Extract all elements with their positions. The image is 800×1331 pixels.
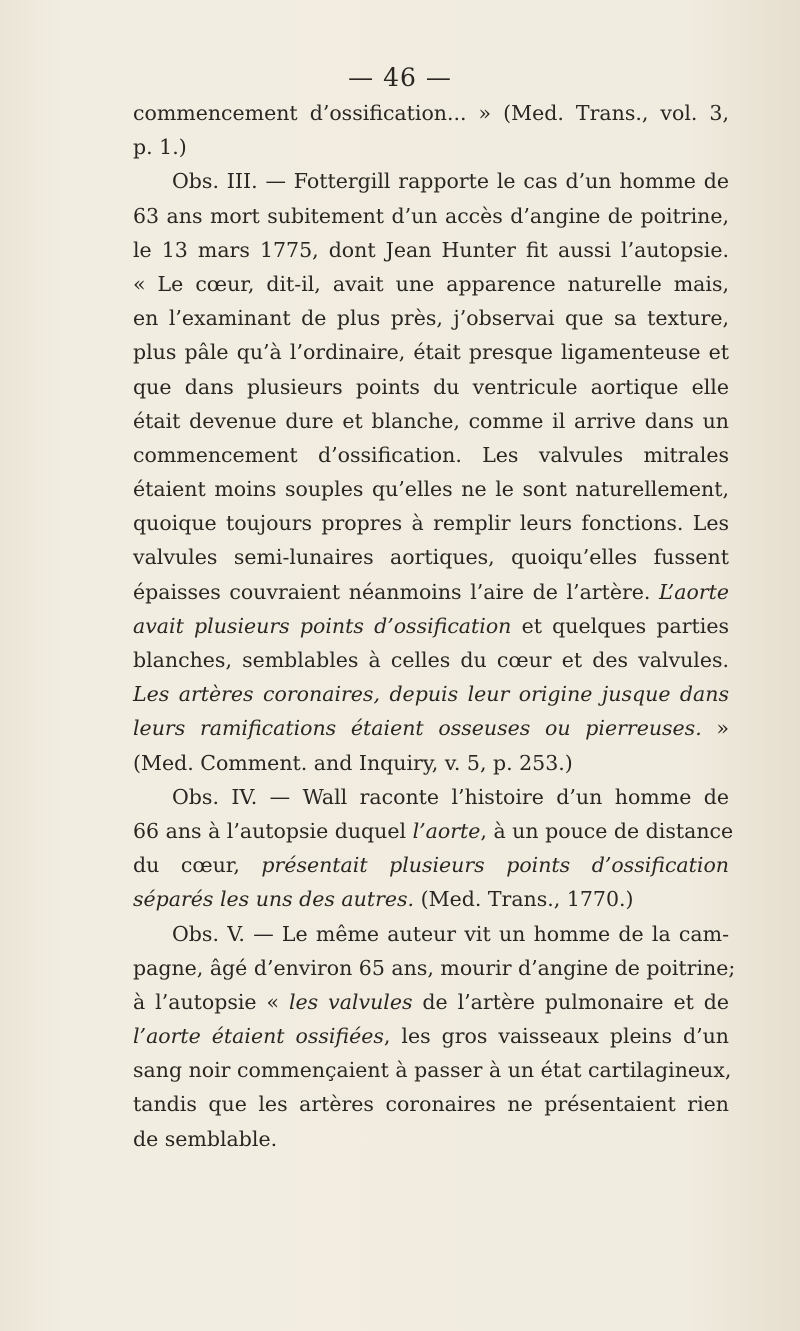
text-segment: pagne, âgé d’environ 65 ans, mourir d’angine de poitrine; [133,955,736,980]
italic-text: leurs ramifications étaient osseuses ou pierreuses. [133,716,702,741]
italic-text: avait plusieurs points d’ossification [133,613,512,638]
text-segment: blanches, semblables à celles du cœur et des valvules. [133,648,729,672]
text-segment: 63 ans mort subitement d’un accès d’angine de poitrine, [133,203,729,228]
text-segment: sang noir commençaient à passer à un état cartilagineux, [133,1058,732,1083]
text-segment: , à un pouce de distance [480,818,734,843]
text-segment: valvules semi-lunaires aortiques, quoiqu’elles fussent [133,545,729,570]
text-line [133,951,736,985]
text-line [133,96,729,130]
text-line [133,472,729,506]
text-line [133,233,729,267]
text-segment: » [701,716,729,741]
text-line [133,746,729,780]
text-segment: 66 ans à l’autopsie duquel [133,818,413,843]
text-line [133,814,734,848]
text-segment: que dans plusieurs points du ventricule aortique elle [133,374,729,399]
text-segment: quoique toujours propres à remplir leurs fonctions. Les [133,511,729,536]
page-number: — 46 — [348,63,452,92]
text-segment: Obs. III. — Fottergill rapporte le cas d’un homme de [172,169,729,194]
text-line [133,130,729,164]
italic-text: l’aorte [412,818,481,843]
text-segment: étaient moins souples qu’elles ne le sont naturellement, [133,477,729,502]
italic-text: L’aorte [659,579,729,604]
text-line [133,438,729,472]
text-line [133,711,729,745]
text-segment: le 13 mars 1775, dont Jean Hunter fit aussi l’autopsie. [133,237,729,262]
text-line [133,335,729,369]
text-segment: du cœur, [133,853,262,878]
text-segment: Obs. V. — Le même auteur vit un homme de la cam- [172,921,729,946]
italic-text: séparés les uns des autres. [133,887,415,912]
text-line [133,267,729,301]
text-segment: de semblable. [133,1126,278,1151]
text-line [133,540,729,574]
text-line [133,506,729,540]
text-segment: , les gros vaisseaux pleins d’un [383,1024,729,1049]
text-line [133,301,729,335]
text-line [133,1053,732,1087]
text-line [133,199,729,233]
text-line [133,404,729,438]
text-line [133,882,729,916]
text-segment: « Le cœur, dit-il, avait une apparence naturelle mais, [133,271,729,296]
text-segment: de l’artère pulmonaire et de [412,989,729,1014]
text-line [133,643,729,677]
text-segment: tandis que les artères coronaires ne présentaient rien [133,1092,729,1117]
text-segment: p. 1.) [133,135,187,160]
text-segment: et quelques parties [511,613,729,638]
italic-text: Les artères coronaires, depuis leur origine jusque dans [133,682,729,707]
text-line [133,985,729,1019]
italic-text: présentait plusieurs points d’ossification [261,853,729,878]
italic-text: l’aorte étaient ossifiées [133,1024,384,1049]
text-line [133,370,729,404]
text-segment: en l’examinant de plus près, j’observai que sa texture, [133,306,729,331]
text-segment: commencement d’ossification. Les valvules mitrales [133,442,729,467]
text-line [133,575,729,609]
text-line [133,848,729,882]
text-segment: (Med. Comment. and Inquiry, v. 5, p. 253.) [133,750,573,775]
text-line [133,164,729,198]
text-segment: Obs. IV. — Wall raconte l’histoire d’un homme de [172,784,729,809]
text-segment: commencement d’ossification... » (Med. Trans., vol. 3, [133,101,729,125]
text-line [133,917,729,951]
text-line [133,1122,729,1156]
text-segment: (Med. Trans., 1770.) [414,887,634,912]
text-segment: épaisses couvraient néanmoins l’aire de l’artère. [133,579,660,604]
text-line [133,1087,729,1121]
text-line [133,677,729,711]
italic-text: les valvules [288,989,413,1014]
text-segment: à l’autopsie « [133,989,289,1014]
text-line [133,609,729,643]
text-line [133,1019,729,1053]
text-segment: plus pâle qu’à l’ordinaire, était presque ligamenteuse et [133,340,729,365]
text-segment: était devenue dure et blanche, comme il arrive dans un [133,408,729,433]
text-line [133,780,729,814]
body-text [133,96,736,1156]
